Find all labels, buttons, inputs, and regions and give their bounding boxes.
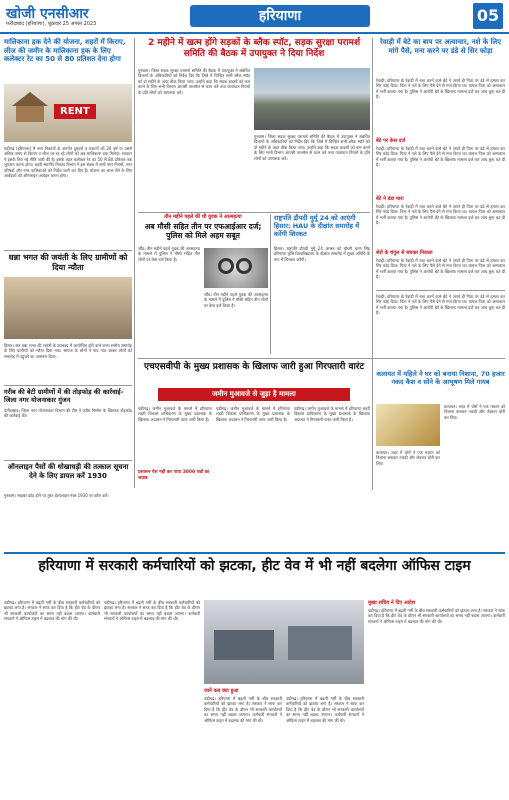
article-headline: एचएसवीपी के मुख्य प्रशासक के खिलाफ जारी हुआ गिरफ्तारी वारंट xyxy=(143,362,364,372)
subhead: जानें कब क्या हुआ xyxy=(204,688,239,694)
article-left-top xyxy=(4,38,132,248)
subhead: शेरों के चंगुल से बचकर निकला xyxy=(376,250,433,256)
article-body: हिसार। राष्ट्रपति द्रौपदी मुर्मू 24 अगस्त को चौधरी चरण सिंह हरियाणा कृषि विश्वविद्यालय के दीक्षांत समारोह में मुख्य अतिथि के रूप में शिरकत करेंगी। xyxy=(274,246,370,262)
jewelry-photo xyxy=(376,404,440,446)
article-bottom xyxy=(4,558,505,796)
article-left-mid xyxy=(4,253,132,383)
article-headline: हरियाणा में सरकारी कर्मचारियों को झटका, हीट वेव में भी नहीं बदलेगा ऑफिस टाइम xyxy=(38,558,471,574)
handcuff-icon xyxy=(218,258,234,274)
section-title: हरियाणा xyxy=(258,8,302,24)
article-body: फरीदाबाद। जिला नगर योजनाकार विभाग की टीम ने अवैध निर्माण के खिलाफ तोड़फोड़ की कार्रवाई की। xyxy=(4,408,132,419)
section-banner xyxy=(190,5,370,27)
article-center-top xyxy=(138,38,370,208)
subhead: मुख्य सचिव ने दिए आदेश xyxy=(368,600,416,606)
article-body: चंडीगढ़। जमीन मुआवजे के मामले में हरियाणा शहरी विकास प्राधिकरण के मुख्य प्रशासक के खिलाफ अदालत ने गिरफ्तारी वारंट जारी किया है। xyxy=(138,406,212,422)
article-body: रेवाड़ी। हरियाणा के रेवाड़ी में नशा करने वाले बेटे ने अपने ही पिता पर डंडे से हमला कर सिर फोड़ दिया। पिता ने नशे के लिए पैसे देने से मना किया था। घायल पिता को अस्पताल में भर्ती कराया गया है। पुलिस ने आरोपी बेटे के खिलाफ मामला दर्ज कर जांच शुरू कर दी है। xyxy=(376,258,505,280)
article-body: रेवाड़ी। हरियाणा के रेवाड़ी में नशा करने वाले बेटे ने अपने ही पिता पर डंडे से हमला कर सिर फोड़ दिया। पिता ने नशे के लिए पैसे देने से मना किया था। घायल पिता को अस्पताल में भर्ती कराया गया है। पुलिस ने आरोपी बेटे के खिलाफ मामला दर्ज कर जांच शुरू कर दी है। xyxy=(376,204,505,226)
article-headline: मालिकाना हक देने की योजना, शहरों में किराए, लीज की जमीन के मालिकाना हक के लिए कलेक्टर रेट का 50 से 80 प्रतिशत देना होगा xyxy=(4,38,126,63)
article-body: चंडीगढ़। हरियाणा में बढ़ती गर्मी के बीच सरकारी कर्मचारियों को झटका लगा है। सरकार ने साफ कर दिया है कि हीट वेव के दौरान भी सरकारी कार्यालयों का समय नहीं बदला जाएगा। कर्मचारी संगठनों ने ऑफिस टाइम में बदलाव की मांग की थी। xyxy=(4,600,100,622)
article-right-top xyxy=(376,38,505,288)
article-headline: गरीब की बेटी ग्रामीणों में की तोड़फोड़ की कार्रवाई-जिला नगर योजनाकार गुंजन xyxy=(4,388,124,404)
right-column-continued: रेवाड़ी। हरियाणा के रेवाड़ी में नशा करने वाले बेटे ने अपने ही पिता पर डंडे से हमला कर सिर फोड़ दिया। पिता ने नशे के लिए पैसे देने से मना किया था। घायल पिता को अस्पताल में भर्ती कराया गया है। पुलिस ने आरोपी बेटे के खिलाफ मामला दर्ज कर जांच शुरू कर दी है। xyxy=(376,294,505,316)
event-photo xyxy=(4,277,132,339)
crime-graphic xyxy=(204,248,268,288)
article-body: हिसार। संत धन्ना भगत की जयंती के उपलक्ष्य में आयोजित होने वाले राज्य स्तरीय समारोह के लिए ग्रामीणों को न्यौता दिया गया। समाज के लोगों ने गांव गांव जाकर लोगों को समारोह में पहुंचने का आमंत्रण दिया। xyxy=(4,343,132,359)
article-body: रेवाड़ी। हरियाणा के रेवाड़ी में नशा करने वाले बेटे ने अपने ही पिता पर डंडे से हमला कर सिर फोड़ दिया। पिता ने नशे के लिए पैसे देने से मना किया था। घायल पिता को अस्पताल में भर्ती कराया गया है। पुलिस ने आरोपी बेटे के खिलाफ मामला दर्ज कर जांच शुरू कर दी है। xyxy=(376,146,505,168)
subhead: बेटे पर केस दर्ज xyxy=(376,138,406,144)
article-president-visit xyxy=(274,214,370,354)
article-body: चंडीगढ़ (हरियाणा) में नगर निकायों के अंतर्गत दुकानों व मकानों को 20 वर्ष या उससे अधिक समय से किराए व लीज पर रह रहे लोगों को अब मालिकाना हक मिलेगा। सरकार ने इसके लिए नई नीति जारी की है। इसके तहत कलेक्टर रेट का 50 से 80 प्रतिशत तक भुगतान करना होगा। शहरी स्थानीय निकाय विभाग ने इस संबंध में सभी नगर निगमों, नगर परिषदों और नगर पालिकाओं को निर्देश जारी कर दिए हैं। योजना का लाभ लेने के लिए आवेदकों को ऑनलाइन आवेदन करना होगा। xyxy=(4,146,132,179)
article-kicker: तीन महीने पहले की थी युवक ने आत्महत्या xyxy=(164,214,242,220)
page-number: 05 xyxy=(473,3,503,29)
article-body: चंडीगढ़। हरियाणा में बढ़ती गर्मी के बीच सरकारी कर्मचारियों को झटका लगा है। सरकार ने साफ कर दिया है कि हीट वेव के दौरान भी सरकारी कार्यालयों का समय नहीं बदला जाएगा। कर्मचारी संगठनों ने ऑफिस टाइम में बदलाव की मांग की थी। xyxy=(104,600,200,622)
article-body: चंडीगढ़। हरियाणा में बढ़ती गर्मी के बीच सरकारी कर्मचारियों को झटका लगा है। सरकार ने साफ कर दिया है कि हीट वेव के दौरान भी सरकारी कार्यालयों का समय नहीं बदला जाएगा। कर्मचारी संगठनों ने ऑफिस टाइम में बदलाव की मांग की थी। xyxy=(368,608,505,624)
masthead xyxy=(0,0,509,34)
subhead-bar: जमीन मुआवजे से जुड़ा है मामला xyxy=(158,388,350,401)
article-body: गुरुग्राम। साइबर फ्रॉड होने पर तुरंत हेल्पलाइन नंबर 1930 पर कॉल करें। xyxy=(4,493,109,498)
article-left-bottom xyxy=(4,463,132,549)
article-headline: अब मौसी सहित तीन पर एफआईआर दर्ज; पुलिस को मिले अहम सबूत xyxy=(144,222,262,240)
article-hsvp xyxy=(138,362,370,488)
article-center-mid xyxy=(138,214,268,354)
article-headline: कलायत में महिले ने घर को बनाया निशाना, 70 हजार नकद कैश व सोने के आभूषण मिले गायब xyxy=(376,370,505,386)
road-photo xyxy=(254,68,370,130)
article-left-mid2 xyxy=(4,388,132,458)
house-icon xyxy=(12,92,48,106)
article-body: चंडीगढ़। जमीन मुआवजे के मामले में हरियाणा शहरी विकास प्राधिकरण के मुख्य प्रशासक के खिलाफ अदालत ने गिरफ्तारी वारंट जारी किया है। xyxy=(294,406,370,422)
brand-name: खोजी एनसीआर xyxy=(6,6,89,22)
article-body: कलायत। शहर में चोरों ने एक मकान को निशाना बनाकर नकदी और जेवरात चोरी कर लिए। xyxy=(444,404,505,420)
article-body: रेवाड़ी। हरियाणा के रेवाड़ी में नशा करने वाले बेटे ने अपने ही पिता पर डंडे से हमला कर सिर फोड़ दिया। पिता ने नशे के लिए पैसे देने से मना किया था। घायल पिता को अस्पताल में भर्ती कराया गया है। पुलिस ने आरोपी बेटे के खिलाफ मामला दर्ज कर जांच शुरू कर दी है। xyxy=(376,78,505,100)
article-body-continued: जींद। तीन महीने पहले युवक की आत्महत्या के मामले में पुलिस ने मौसी सहित तीन लोगों पर केस दर्ज किया है। xyxy=(204,292,268,308)
article-body: कलायत। शहर में चोरों ने एक मकान को निशाना बनाकर नकदी और जेवरात चोरी कर लिए। xyxy=(376,450,440,466)
office-photo xyxy=(204,600,364,684)
article-headline: 2 महीने में खत्म होंगे सड़कों के ब्लैक स्पॉट, सड़क सुरक्षा परामर्श समिति की बैठक में उपायुक्त ने दिया निर्देश xyxy=(147,38,361,59)
article-body: चंडीगढ़। जमीन मुआवजे के मामले में हरियाणा शहरी विकास प्राधिकरण के मुख्य प्रशासक के खिलाफ अदालत ने गिरफ्तारी वारंट जारी किया है। xyxy=(216,406,290,422)
dateline: फरीदाबाद (हरियाणा), शुक्रवार 25 अगस्त 2023 xyxy=(6,21,97,27)
article-body: चंडीगढ़। हरियाणा में बढ़ती गर्मी के बीच सरकारी कर्मचारियों को झटका लगा है। सरकार ने साफ कर दिया है कि हीट वेव के दौरान भी सरकारी कार्यालयों का समय नहीं बदला जाएगा। कर्मचारी संगठनों ने ऑफिस टाइम में बदलाव की मांग की थी। xyxy=(286,696,364,723)
article-body: चंडीगढ़। हरियाणा में बढ़ती गर्मी के बीच सरकारी कर्मचारियों को झटका लगा है। सरकार ने साफ कर दिया है कि हीट वेव के दौरान भी सरकारी कार्यालयों का समय नहीं बदला जाएगा। कर्मचारी संगठनों ने ऑफिस टाइम में बदलाव की मांग की थी। xyxy=(204,696,282,723)
subhead: प्रशासन पेश नहीं कर पाया 3000 पन्नों का जवाब xyxy=(138,470,212,481)
article-headline: राष्ट्रपति द्रौपदी मुर्मू 24 को आएंगी हिसार: HAU के दीक्षांत समारोह में करेंगी शिरकत xyxy=(274,214,360,238)
article-headline: धन्ना भगत की जयंती के लिए ग्रामीणों को दिया न्यौता xyxy=(8,253,128,272)
article-headline: ऑनलाइन पैसों की धोखाधड़ी की तत्काल सूचना देने के लिए डायल करें 1930 xyxy=(7,463,129,480)
subhead: बेटे ने डंडा मारा xyxy=(376,196,404,202)
rent-sign: RENT xyxy=(54,104,96,119)
article-body-continued: गुरुग्राम। जिला सड़क सुरक्षा परामर्श समिति की बैठक में उपायुक्त ने संबंधित विभागों के अधिकारियों को निर्देश दिए कि जिले में चिन्हित सभी ब्लैक स्पॉट को दो महीने के अंदर ठीक किया जाए। उन्होंने कहा कि सड़क हादसों को कम करने के लिए सभी विभाग आपसी तालमेल से काम करें तथा यातायात नियमों के प्रति लोगों को जागरूक करें। xyxy=(254,134,370,161)
article-body: गुरुग्राम। जिला सड़क सुरक्षा परामर्श समिति की बैठक में उपायुक्त ने संबंधित विभागों के अधिकारियों को निर्देश दिए कि जिले में चिन्हित सभी ब्लैक स्पॉट को दो महीने के अंदर ठीक किया जाए। उन्होंने कहा कि सड़क हादसों को कम करने के लिए सभी विभाग आपसी तालमेल से काम करें तथा यातायात नियमों के प्रति लोगों को जागरूक करें। xyxy=(138,68,250,95)
article-headline: रेवाड़ी में बेटे का बाप पर अत्याचार, नशे के लिए मांगे पैसे, मना करने पर डंडे से सिर फोड़ा xyxy=(379,38,502,55)
rent-photo xyxy=(4,84,132,142)
article-body: जींद। तीन महीने पहले युवक की आत्महत्या के मामले में पुलिस ने मौसी सहित तीन लोगों पर केस दर्ज किया है। xyxy=(138,246,200,262)
article-kalayat xyxy=(376,370,505,488)
